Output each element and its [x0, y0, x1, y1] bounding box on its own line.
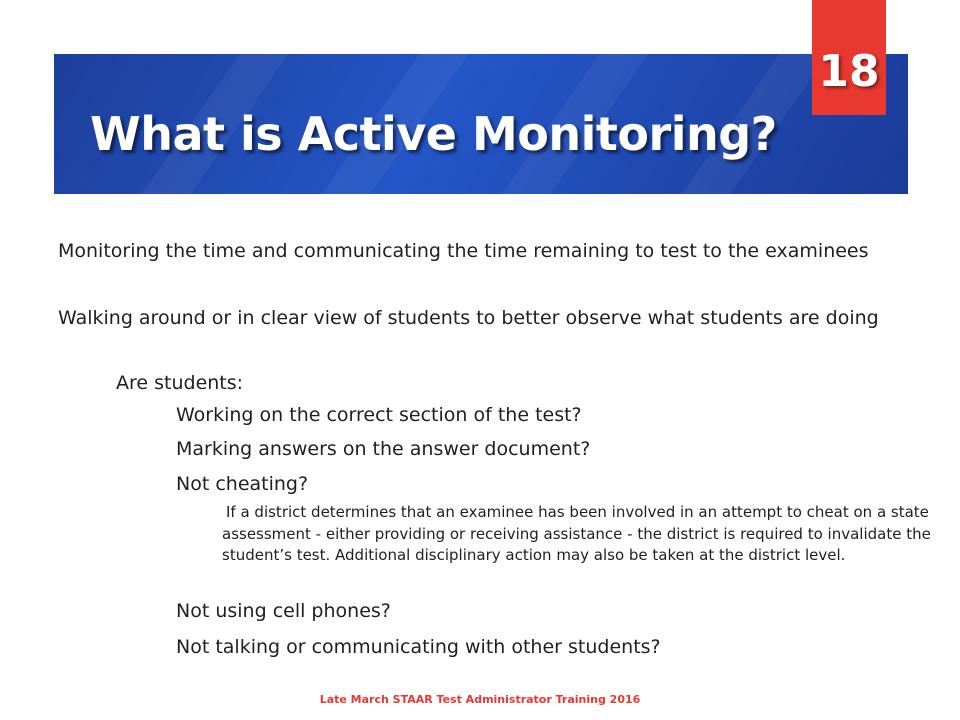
bullet-text: Monitoring the time and communicating the time remaining to test to the examinees — [58, 240, 869, 262]
bullet-text: Walking around or in clear view of students to better observe what students are doing — [58, 307, 879, 329]
question-text: Marking answers on the answer document? — [176, 438, 591, 460]
bullet-item — [16, 305, 946, 331]
question-text: Working on the correct section of the test? — [176, 404, 582, 426]
question-item — [172, 471, 308, 498]
question-text: Not using cell phones? — [176, 600, 391, 622]
question-text: Not cheating? — [176, 473, 309, 495]
question-item — [172, 402, 582, 429]
bullet-item — [16, 238, 946, 264]
note-text: If a district determines that an examinee has been involved in an attempt to cheat on a state assessment - either providing or receiving assistance - the district is required to invalidate the student’s test. Additional disciplinary action may also be taken at the district level. — [222, 503, 931, 564]
question-text: Not talking or communicating with other students? — [176, 636, 661, 658]
question-item — [172, 598, 391, 625]
slide-title: What is Active Monitoring? — [90, 107, 777, 161]
subheading: Are students: — [116, 372, 244, 394]
slide-number: 18 — [818, 46, 880, 97]
question-item — [172, 436, 590, 463]
cheating-note — [222, 502, 946, 566]
slide-number-badge — [812, 0, 886, 115]
question-item — [172, 634, 661, 661]
footer-text: Late March STAAR Test Administrator Training 2016 — [319, 693, 641, 706]
